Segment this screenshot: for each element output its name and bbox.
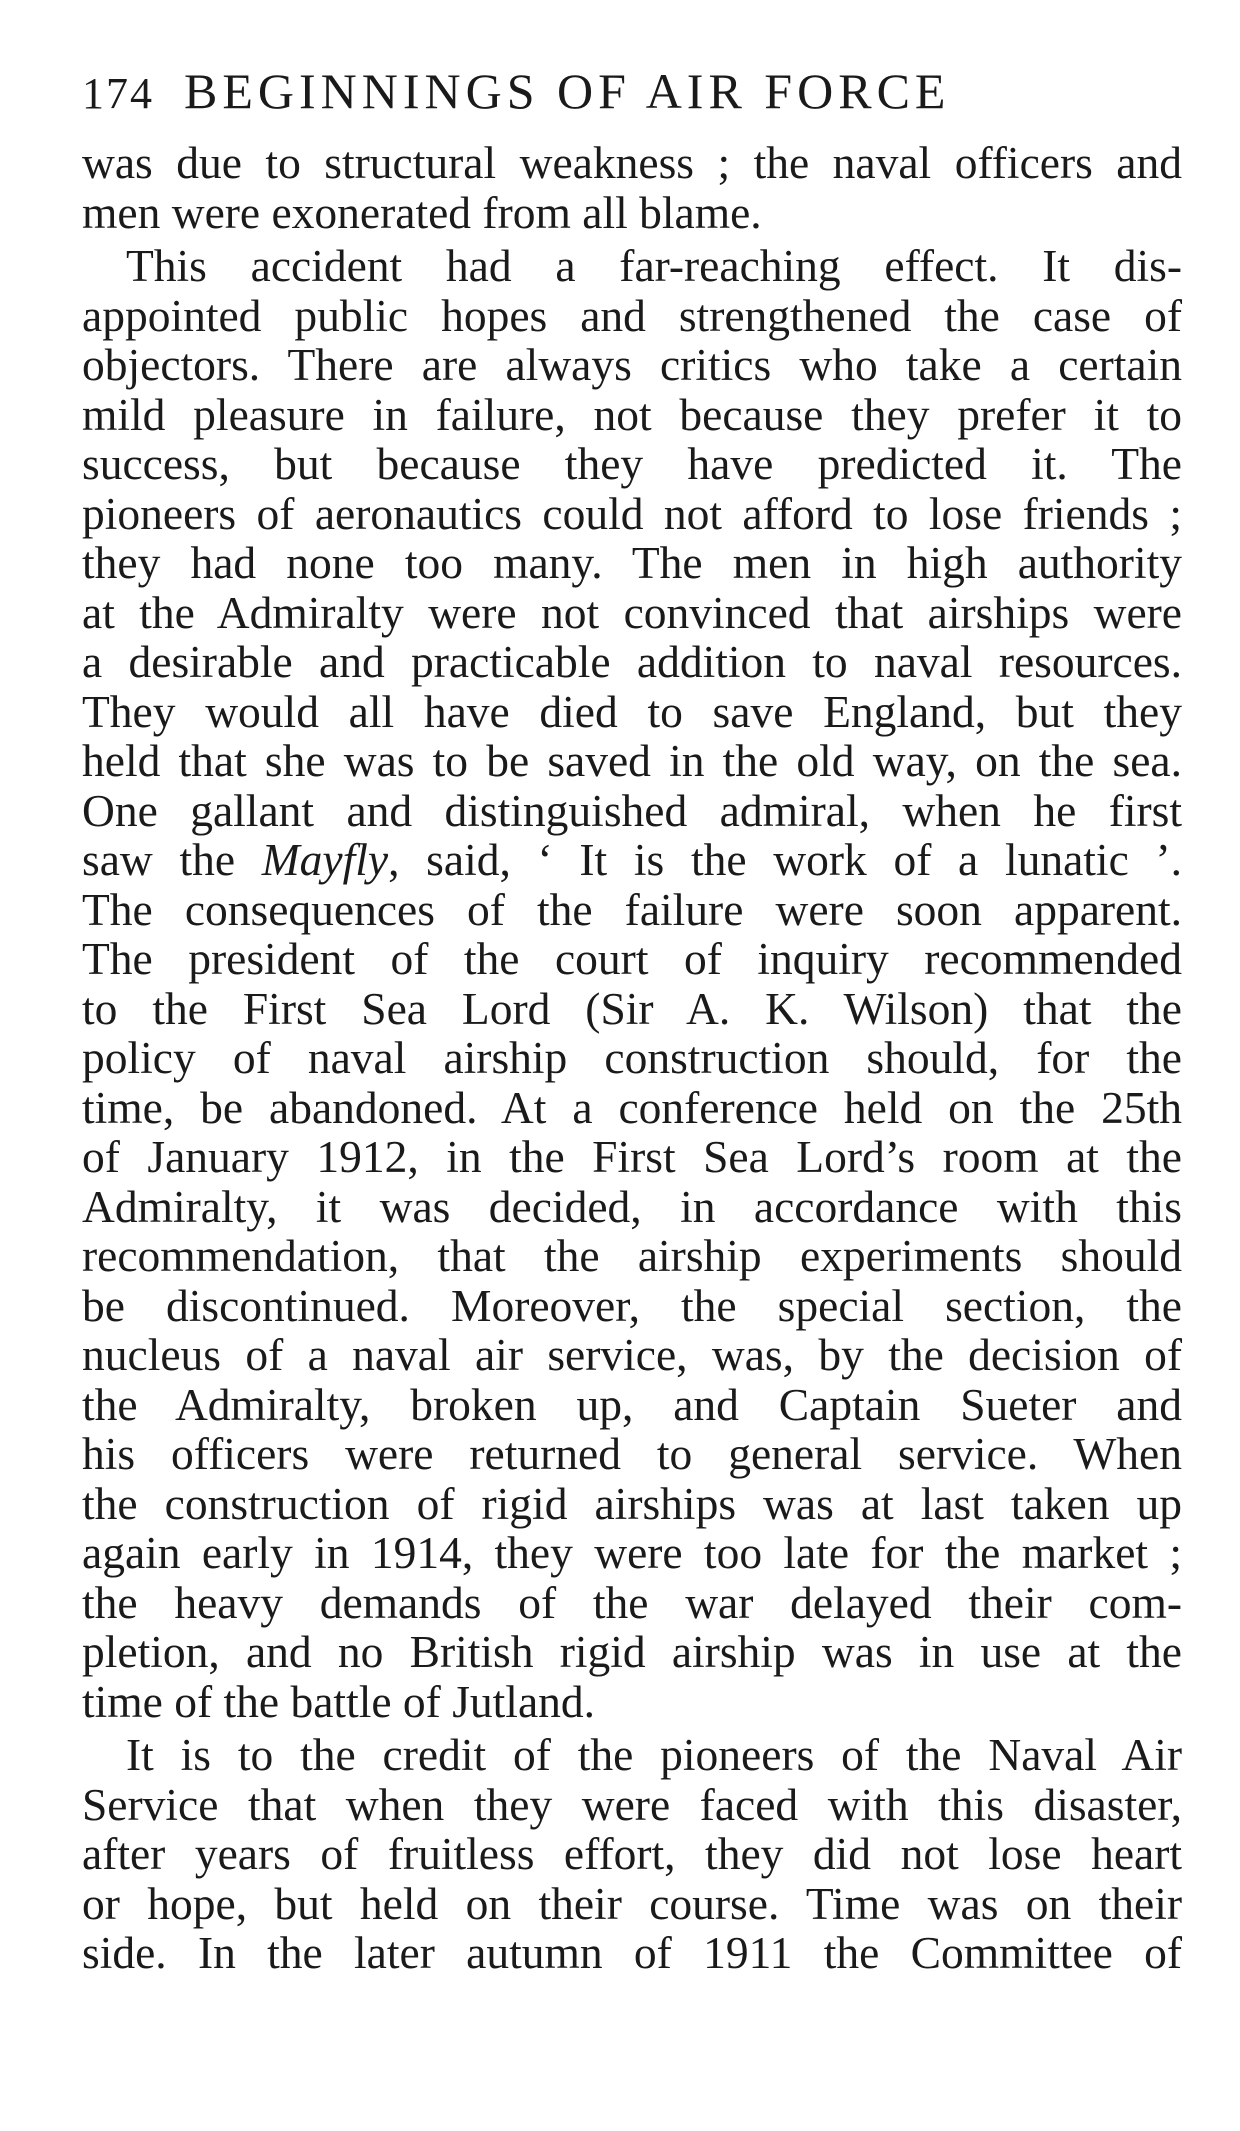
paragraph-3 (82, 1730, 1182, 1978)
text-line: policy of naval airship construction should, for the (82, 1032, 1182, 1083)
body-text (82, 138, 1182, 1978)
text-line-with-italic (82, 835, 1182, 885)
text-line: the Admiralty, broken up, and Captain Sueter and (82, 1378, 1182, 1430)
text-line: again early in 1914, they were too late for the market ; (82, 1527, 1182, 1578)
text-line: at the Admiralty were not convinced that airships were (82, 586, 1182, 638)
text-line: Admiralty, it was decided, in accordance with this (82, 1180, 1182, 1232)
text-line: be discontinued. Moreover, the special section, the (82, 1279, 1182, 1331)
text-line: This accident had a far-reaching effect. It dis- (126, 240, 1182, 291)
text-segment: , said, ‘ It is the work of a lunatic ’. (388, 834, 1182, 885)
text-line: side. In the later autumn of 1911 the Committee of (82, 1927, 1182, 1978)
text-line: pletion, and no British rigid airship was in use at the (82, 1626, 1182, 1677)
text-line: pioneers of aeronautics could not afford to lose friends ; (82, 487, 1182, 539)
text-line: The consequences of the failure were soon apparent. (82, 883, 1182, 935)
running-head (82, 62, 1182, 132)
paragraph-1 (82, 138, 1182, 237)
text-line: Service that when they were faced with this disaster, (82, 1778, 1182, 1830)
text-line: of January 1912, in the First Sea Lord’s room at the (82, 1131, 1182, 1182)
page-number: 174 (82, 69, 154, 118)
paragraph-2 (82, 241, 1182, 1726)
text-line: They would all have died to save England, but they (82, 685, 1182, 737)
text-line: was due to structural weakness ; the naval officers and (82, 137, 1182, 188)
text-line: One gallant and distinguished admiral, when he first (82, 784, 1182, 836)
text-line: men were exonerated from all blame. (82, 186, 762, 238)
text-line: after years of fruitless effort, they did not lose heart (82, 1828, 1182, 1879)
text-line: appointed public hopes and strengthened the case of (82, 289, 1182, 341)
text-line: held that she was to be saved in the old way, on the sea. (82, 735, 1182, 786)
text-line: It is to the credit of the pioneers of the Naval Air (126, 1729, 1182, 1780)
text-line: time, be abandoned. At a conference held on the 25th (82, 1081, 1182, 1133)
text-line: the heavy demands of the war delayed their com- (82, 1576, 1182, 1628)
text-line: mild pleasure in failure, not because they prefer it to (82, 388, 1182, 440)
text-line: the construction of rigid airships was at last taken up (82, 1477, 1182, 1529)
text-line: to the First Sea Lord (Sir A. K. Wilson) that the (82, 982, 1182, 1034)
text-segment: saw the (82, 834, 262, 885)
text-line: recommendation, that the airship experiments should (82, 1230, 1182, 1281)
text-line: his officers were returned to general service. When (82, 1428, 1182, 1479)
text-line: objectors. There are always critics who take a certain (82, 339, 1182, 390)
text-line: success, but because they have predicted it. The (82, 438, 1182, 489)
text-line: they had none too many. The men in high authority (82, 537, 1182, 588)
text-line: time of the battle of Jutland. (82, 1675, 596, 1727)
text-line: or hope, but held on their course. Time was on their (82, 1877, 1182, 1929)
text-line: The president of the court of inquiry recommended (82, 933, 1182, 984)
running-title: BEGINNINGS OF AIR FORCE (184, 63, 951, 119)
ship-name-italic: Mayfly (261, 834, 389, 885)
text-line: a desirable and practicable addition to naval resources. (82, 636, 1182, 687)
book-page (82, 62, 1182, 1978)
text-line: nucleus of a naval air service, was, by the decision of (82, 1329, 1182, 1380)
